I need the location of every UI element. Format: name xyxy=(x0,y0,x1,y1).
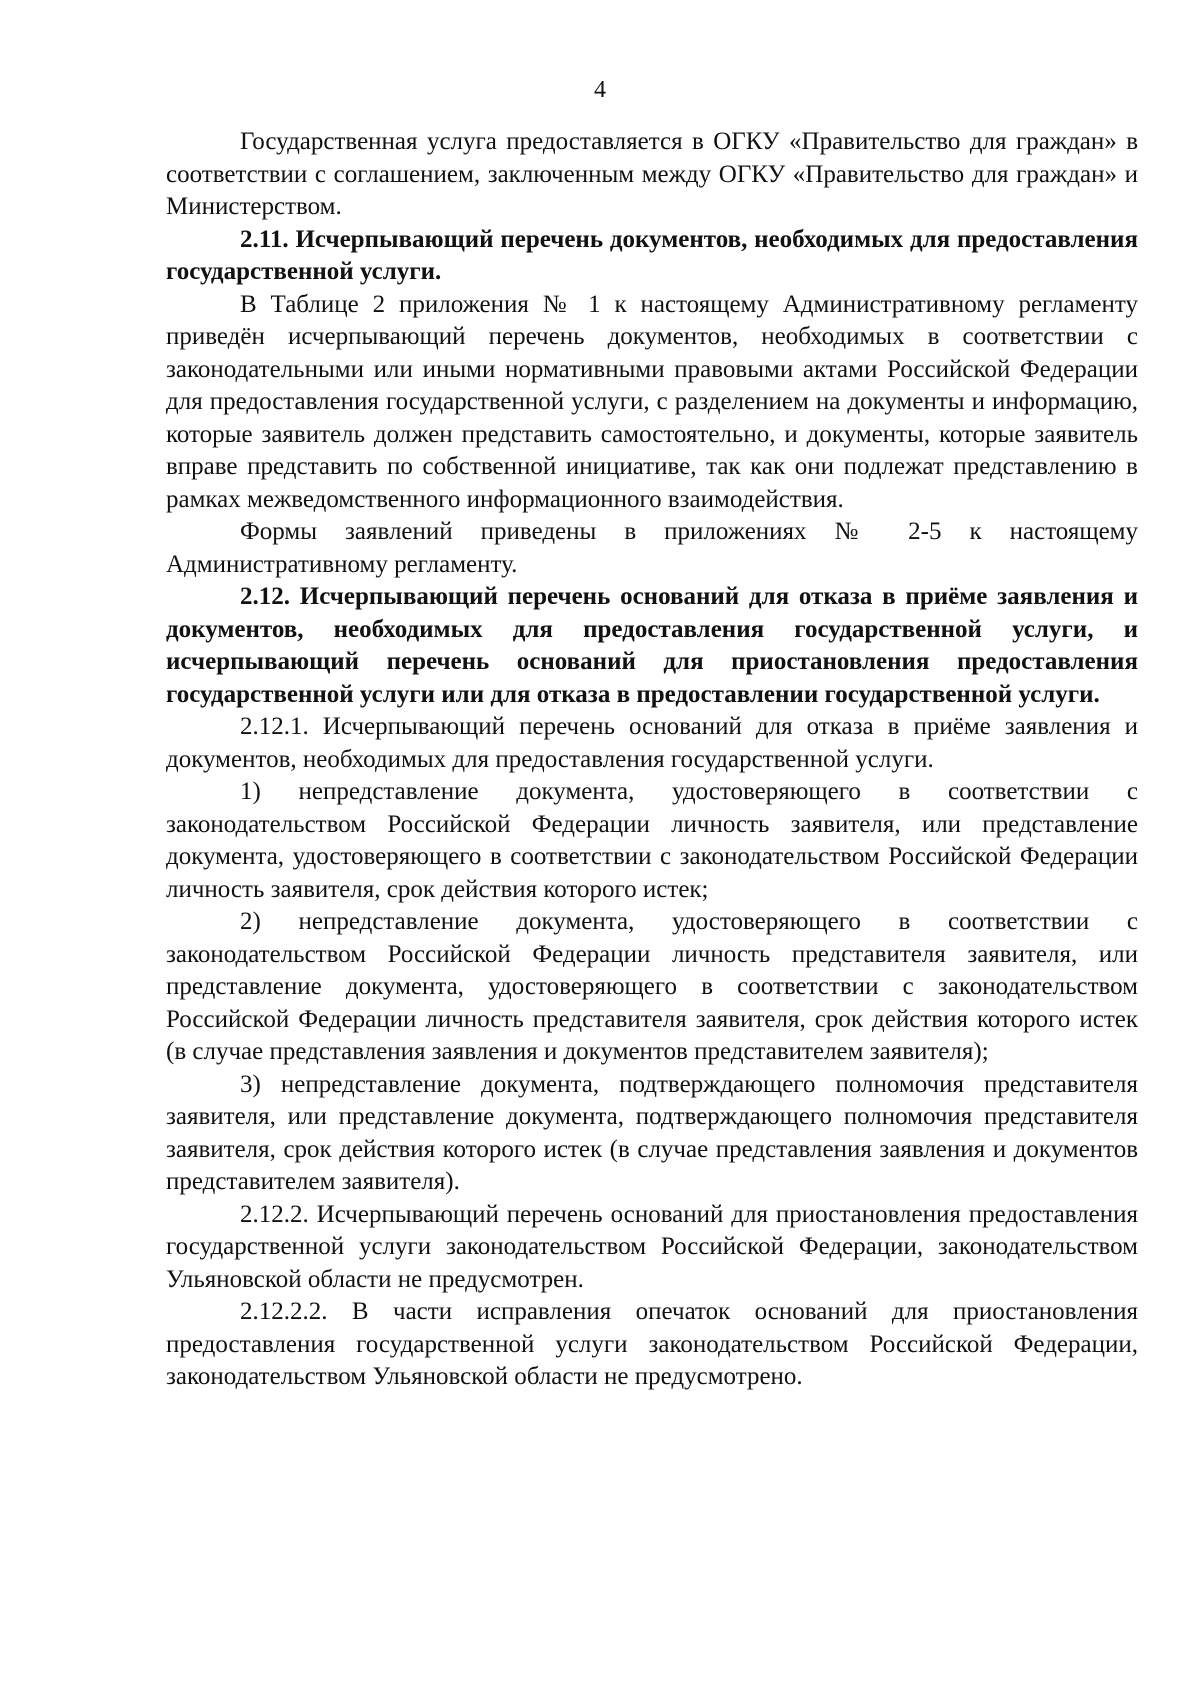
paragraph-application-forms: Формы заявлений приведены в приложениях № 2-5 к настоящему Административному регламенту. xyxy=(166,518,1138,578)
section-heading-2-11: 2.11. Исчерпывающий перечень документов, необходимых для предоставления государственной услуги. xyxy=(166,225,1138,285)
paragraph-table-2-reference: В Таблице 2 приложения № 1 к настоящему Административному регламенту приведён исчерпывающий перечень документов, необходимых в соответствии с законодательными или иными нормативными правовыми актами Российской Федерации для предоставления государственной услуги, с разделением на документы и информацию, которые заявитель должен представить самостоятельно, и документы, которые заявитель вправе представить по собственной инициативе, так как они подлежат представлению в рамках межведомственного информационного взаимодействия. xyxy=(166,290,1138,513)
paragraph-2-12-2: 2.12.2. Исчерпывающий перечень оснований для приостановления предоставления государственной услуги законодательством Российской Федерации, законодательством Ульяновской области не предусмотрен. xyxy=(166,1200,1138,1293)
list-item-1: 1) непредставление документа, удостоверяющего в соответствии с законодательством Российской Федерации личность заявителя, или представление документа, удостоверяющего в соответствии с законодательством Российской Федерации личность заявителя, срок действия которого истек; xyxy=(166,778,1138,903)
list-item-2: 2) непредставление документа, удостоверяющего в соответствии с законодательством Российской Федерации личность представителя заявителя, или представление документа, удостоверяющего в соответствии с законодательством Российской Федерации личность представителя заявителя, срок действия которого истек (в случае представления заявления и документов представителем заявителя); xyxy=(166,908,1138,1065)
paragraph-service-provider: Государственная услуга предоставляется в ОГКУ «Правительство для граждан» в соответствии с соглашением, заключенным между ОГКУ «Правительство для граждан» и Министерством. xyxy=(166,128,1138,220)
paragraph-2-12-1: 2.12.1. Исчерпывающий перечень оснований для отказа в приёме заявления и документов, необходимых для предоставления государственной услуги. xyxy=(166,713,1138,773)
document-body xyxy=(166,126,1138,1394)
page-number: 4 xyxy=(594,77,606,103)
section-heading-2-12: 2.12. Исчерпывающий перечень оснований для отказа в приёме заявления и документов, необходимых для предоставления государственной услуги, и исчерпывающий перечень оснований для приостановления предоставления государственной услуги или для отказа в предоставлении государственной услуги. xyxy=(166,583,1138,708)
paragraph-2-12-2-2: 2.12.2.2. В части исправления опечаток оснований для приостановления предоставления государственной услуги законодательством Российской Федерации, законодательством Ульяновской области не предусмотрено. xyxy=(166,1298,1138,1390)
list-item-3: 3) непредставление документа, подтверждающего полномочия представителя заявителя, или представление документа, подтверждающего полномочия представителя заявителя, срок действия которого истек (в случае представления заявления и документов представителем заявителя). xyxy=(166,1070,1138,1195)
